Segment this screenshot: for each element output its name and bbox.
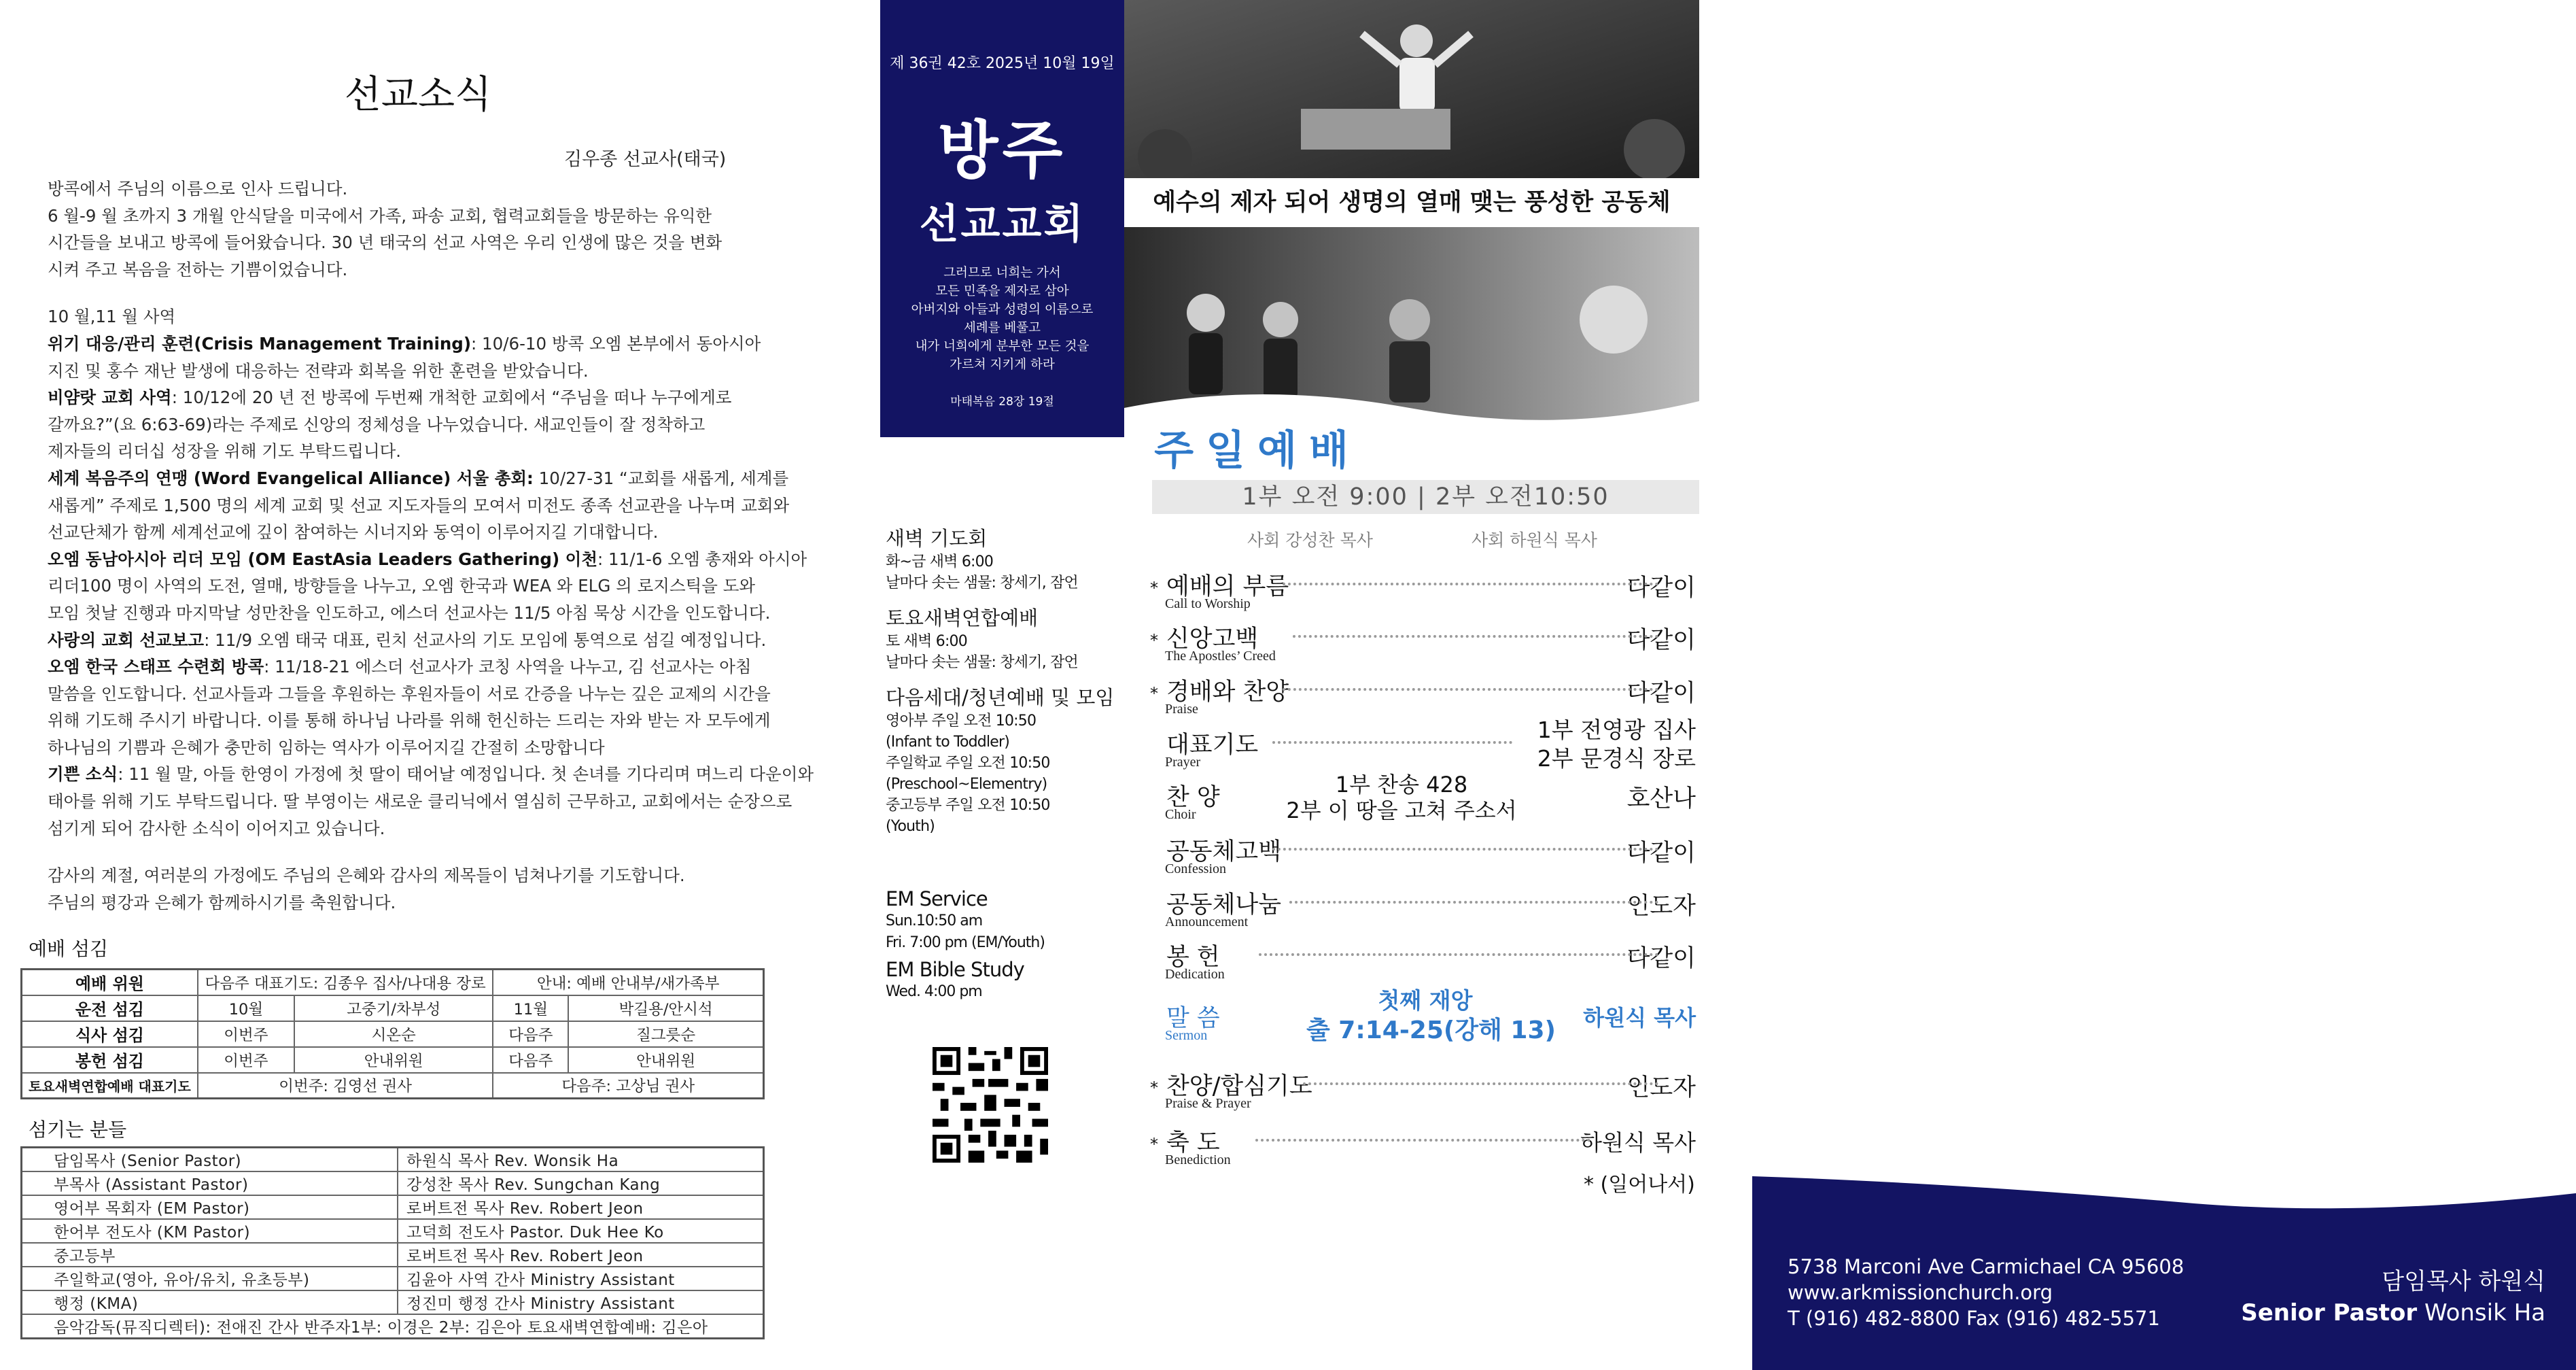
item-title: 찬 양 xyxy=(1166,784,1220,811)
worship-order-item xyxy=(1150,1067,1699,1115)
meeting-line: 주일학교 주일 오전 10:50 xyxy=(886,755,1050,772)
dotted-leader xyxy=(1255,1139,1590,1142)
meeting-line: (Youth) xyxy=(886,818,935,835)
letter-line: 6 월-9 월 초까지 3 개월 안식달을 미국에서 가족, 파송 교회, 협력교회들을 방문하는 유익한 xyxy=(48,205,712,226)
item-title: 봉 헌 xyxy=(1166,944,1220,971)
ministry-items xyxy=(48,330,829,842)
ministry-item-title: 위기 대응/관리 훈련(Crisis Management Training) xyxy=(48,333,472,354)
ministry-item xyxy=(48,330,829,358)
meeting-heading: 다음세대/청년예배 및 모임 xyxy=(886,686,1115,709)
item-title-en: The Apostles’ Creed xyxy=(1165,649,1276,664)
item-leader: 다같이 xyxy=(1626,945,1696,972)
ministry-item-text: : 10/6-10 방콕 오엠 본부에서 동아시아 xyxy=(471,333,761,354)
ministry-item-title: 오엠 한국 스태프 수련회 방콕 xyxy=(48,657,264,677)
verse-line: 내가 너희에게 분부한 모든 것을 xyxy=(915,339,1090,354)
staff-role: 주일학교(영아, 유아/유치, 유초등부) xyxy=(22,1267,398,1290)
ministry-item-text: : 11/1-6 오엠 총재와 아시아 xyxy=(597,549,807,569)
worship-order-item xyxy=(1150,620,1699,668)
service-title: 주일예배 xyxy=(1154,427,1361,475)
scripture-verse xyxy=(880,264,1124,374)
item-detail xyxy=(1283,772,1520,823)
table-cell: 안내위원 xyxy=(568,1047,763,1073)
ministry-item xyxy=(48,384,829,411)
table-cell: 다음주 xyxy=(493,1047,568,1073)
qr-code[interactable] xyxy=(933,1047,1048,1163)
verse-line: 그러므로 너희는 가서 xyxy=(943,266,1061,280)
stand-note: * (일어나서) xyxy=(1584,1173,1695,1197)
table-row xyxy=(22,1219,764,1243)
table-row xyxy=(22,1243,764,1267)
table-cell: 다음주: 고상님 권사 xyxy=(493,1073,763,1099)
staff-name: 로버트전 목사 Rev. Robert Jeon xyxy=(398,1243,764,1267)
ministry-item-line: 태아를 위해 기도 부탁드립니다. 딸 부영이는 새로운 클리닉에서 열심히 근무하고, 교회에서는 순장으로 xyxy=(48,791,793,812)
church-name: 방주 xyxy=(937,114,1067,187)
worship-order-item xyxy=(1150,938,1699,986)
item-title-en: Confession xyxy=(1165,861,1226,876)
meeting-line: 토 새벽 6:00 xyxy=(886,633,967,650)
ministry-item-line: 하나님의 기쁨과 은혜가 충만히 임하는 역사가 이루어지길 간절히 소망합니다 xyxy=(48,737,605,757)
ministry-item-title: 기쁜 소식 xyxy=(48,764,118,785)
item-title-en: Sermon xyxy=(1165,1028,1208,1043)
ministry-item-text: 10/27-31 “교회를 새롭게, 세계를 xyxy=(533,468,789,488)
staff-name: 로버트전 목사 Rev. Robert Jeon xyxy=(398,1195,764,1219)
item-leader: 다같이 xyxy=(1626,575,1696,602)
ministry-item xyxy=(48,546,829,573)
verse-line: 아버지와 아들과 성령의 이름으로 xyxy=(911,303,1094,317)
table-row xyxy=(22,1267,764,1290)
item-title: 공동체나눔 xyxy=(1166,891,1282,919)
item-title: 예배의 부름 xyxy=(1166,573,1289,600)
table-cell: 다음주 대표기도: 김종우 집사/나대용 장로 xyxy=(198,970,493,995)
ministry-item-line: 위해 기도해 주시기 바랍니다. 이를 통해 하나님 나라를 위해 헌신하는 드리는 자와 받는 자 모두에게 xyxy=(48,710,771,731)
address-line: 5738 Marconi Ave Carmichael CA 95608 xyxy=(1788,1255,2185,1278)
item-leader: 다같이 xyxy=(1626,627,1696,654)
ministry-item-line: 갈까요?”(요 6:63-69)라는 주제로 신앙의 정체성을 나누었습니다. 새교인들이 잘 정착하고 xyxy=(48,414,706,434)
website: www.arkmissionchurch.org xyxy=(1788,1281,2053,1304)
ministry-item-line: 모임 첫날 진행과 마지막날 성만찬을 인도하고, 에스더 선교사는 11/5 아침 묵상 시간을 인도합니다. xyxy=(48,602,771,623)
staff-table xyxy=(20,1146,765,1339)
worship-order-item xyxy=(1150,568,1699,615)
leader-line: 1부 전영광 집사 xyxy=(1537,717,1696,743)
staff-name: 정진미 행정 간사 Ministry Assistant xyxy=(398,1290,764,1314)
ministry-item-line: 제자들의 리더십 성장을 위해 기도 부탁드립니다. xyxy=(48,441,402,462)
dotted-leader xyxy=(1272,848,1658,851)
item-leader: 하원식 목사 xyxy=(1583,1005,1696,1031)
table-cell: 10월 xyxy=(198,995,294,1021)
item-title-en: Dedication xyxy=(1165,967,1225,982)
detail-line: 첫째 재앙 xyxy=(1378,987,1473,1014)
church-name-sub: 선교교회 xyxy=(919,201,1085,248)
ministry-item-line: 선교단체가 함께 세계선교에 깊이 참여하는 시너지와 동역이 이루어지길 기대합니다. xyxy=(48,522,659,543)
pastor-name-ko: 하원식 xyxy=(2478,1268,2545,1295)
service-table xyxy=(20,968,765,1099)
item-title-en: Prayer xyxy=(1165,755,1201,770)
presider-first: 사회 강성찬 목사 xyxy=(1247,530,1373,550)
em-line: Sun.10:50 am xyxy=(886,912,983,929)
stand-marker: * xyxy=(1150,1078,1158,1097)
church-slogan: 예수의 제자 되어 생명의 열매 맺는 풍성한 공동체 xyxy=(1124,178,1699,227)
detail-line: 출 7:14-25(강해 13) xyxy=(1306,1016,1556,1044)
ministry-item-text: : 11/9 오엠 태국 대표, 린치 선교사의 기도 모임에 통역으로 섬길 예정입니다. xyxy=(204,630,767,650)
ministry-item xyxy=(48,627,829,654)
letter-line: 시간들을 보내고 방콕에 들어왔습니다. 30 년 태국의 선교 사역은 우리 인생에 많은 것을 변화 xyxy=(48,233,723,253)
closing-line: 감사의 계절, 여러분의 가정에도 주님의 은혜와 감사의 제목들이 넘쳐나기를 기도합니다. xyxy=(48,866,685,886)
item-title-en: Call to Worship xyxy=(1165,596,1251,611)
stand-marker: * xyxy=(1150,631,1158,650)
worship-order-item xyxy=(1150,987,1699,1047)
table-row xyxy=(22,1171,764,1195)
pastor-label-en: Senior Pastor xyxy=(2241,1299,2418,1326)
table-cell: 안내: 예배 안내부/새가족부 xyxy=(493,970,763,995)
staff-role: 행정 (KMA) xyxy=(22,1290,398,1314)
item-title-en: Praise xyxy=(1165,702,1198,717)
table-cell: 봉헌 섬김 xyxy=(22,1047,198,1073)
worship-order-item xyxy=(1150,1124,1699,1171)
ministry-item-text: : 11/18-21 에스더 선교사가 코칭 사역을 나누고, 김 선교사는 아침 xyxy=(264,657,752,677)
item-leader: 인도자 xyxy=(1626,893,1696,920)
verse-reference: 마태복음 28장 19절 xyxy=(950,395,1054,409)
table-row xyxy=(22,995,764,1021)
item-leader: 하원식 목사 xyxy=(1580,1129,1696,1156)
item-leader: 인도자 xyxy=(1626,1074,1696,1101)
ministry-item-title: 비얌랏 교회 사역 xyxy=(48,388,172,408)
item-title: 경배와 찬양 xyxy=(1166,679,1289,706)
ministry-item-title: 오엠 동남아시아 리더 모임 (OM EastAsia Leaders Gathering) 이천 xyxy=(48,549,597,569)
worship-order-item xyxy=(1150,886,1699,934)
service-times: 1부 오전 9:00 | 2부 오전10:50 xyxy=(1152,480,1699,514)
ministry-item-title: 사랑의 교회 선교보고 xyxy=(48,630,205,650)
table-row xyxy=(22,1021,764,1047)
table-row xyxy=(22,970,764,995)
table-cell: 운전 섬김 xyxy=(22,995,198,1021)
table-row xyxy=(22,1290,764,1314)
table-cell: 음악감독(뮤직디렉터): 전애진 간사 반주자1부: 이경은 2부: 김은아 토요새벽연합예배: 김은아 xyxy=(22,1314,764,1339)
missionary-name: 김우종 선교사(태국) xyxy=(564,149,727,170)
ministry-item xyxy=(48,465,829,492)
em-line: Fri. 7:00 pm (EM/Youth) xyxy=(886,934,1045,951)
em-info xyxy=(886,887,1124,1003)
item-title: 축 도 xyxy=(1166,1129,1220,1157)
senior-pastor xyxy=(2241,1266,2545,1329)
table-row xyxy=(22,1314,764,1339)
dotted-leader xyxy=(1283,688,1658,691)
staff-section-label: 섬기는 분들 xyxy=(29,1118,127,1141)
dotted-leader xyxy=(1259,953,1658,956)
letter-line: 방콕에서 주님의 이름으로 인사 드립니다. xyxy=(48,179,348,199)
table-cell: 질그릇순 xyxy=(568,1021,763,1047)
pastor-label-ko: 담임목사 xyxy=(2382,1268,2471,1295)
table-cell: 이번주 xyxy=(198,1047,294,1073)
meeting-line: 중고등부 주일 오전 10:50 xyxy=(886,797,1050,814)
staff-name: 김윤아 사역 간사 Ministry Assistant xyxy=(398,1267,764,1290)
worship-order-item xyxy=(1150,833,1699,880)
item-title-en: Announcement xyxy=(1165,914,1249,929)
staff-name: 고덕희 전도사 Pastor. Duk Hee Ko xyxy=(398,1219,764,1243)
dotted-leader xyxy=(1289,901,1658,904)
meeting-line: 날마다 솟는 샘물: 창세기, 잠언 xyxy=(886,575,1079,592)
detail-line: 1부 찬송 428 xyxy=(1335,772,1468,798)
verse-line: 세례를 베풀고 xyxy=(963,321,1041,335)
item-leader: 다같이 xyxy=(1626,840,1696,867)
ministry-item-line: 새롭게” 주제로 1,500 명의 세계 교회 및 선교 지도자들의 모여서 미전도 종족 선교관을 나누며 교회와 xyxy=(48,495,790,515)
worship-order-item xyxy=(1150,772,1699,826)
phone-fax: T (916) 482-8800 Fax (916) 482-5571 xyxy=(1788,1307,2160,1330)
item-leader: 다같이 xyxy=(1626,680,1696,707)
verse-line: 가르쳐 지키게 하라 xyxy=(950,358,1055,372)
item-title-en: Choir xyxy=(1165,807,1196,822)
table-cell: 이번주 xyxy=(198,1021,294,1047)
item-title: 찬양/합심기도 xyxy=(1166,1073,1312,1100)
stand-marker: * xyxy=(1150,579,1158,598)
worship-order-item xyxy=(1150,717,1699,774)
em-heading: EM Bible Study xyxy=(886,958,1024,981)
table-cell: 고중기/차부성 xyxy=(294,995,493,1021)
em-line: Wed. 4:00 pm xyxy=(886,983,982,1000)
leader-line: 2부 문경식 장로 xyxy=(1537,745,1696,772)
table-cell: 예배 위원 xyxy=(22,970,198,995)
service-section-label: 예배 섬김 xyxy=(29,938,109,960)
meeting-line: 날마다 솟는 샘물: 창세기, 잠언 xyxy=(886,654,1079,671)
item-title: 신앙고백 xyxy=(1166,626,1259,653)
ministry-item-text: : 11 월 말, 아들 한영이 가정에 첫 딸이 태어날 예정입니다. 첫 손녀를 기다리며 며느리 다운이와 xyxy=(118,764,814,785)
meeting-line: (Infant to Toddler) xyxy=(886,734,1010,751)
worship-order-item xyxy=(1150,673,1699,721)
item-title-en: Benediction xyxy=(1165,1152,1231,1167)
meeting-line: (Preschool~Elementry) xyxy=(886,776,1047,793)
presider-second: 사회 하원식 목사 xyxy=(1472,530,1597,550)
item-title-en: Praise & Prayer xyxy=(1165,1096,1251,1111)
table-cell: 식사 섬김 xyxy=(22,1021,198,1047)
item-title: 말 씀 xyxy=(1166,1005,1220,1032)
staff-role: 영어부 목회자 (EM Pastor) xyxy=(22,1195,398,1219)
staff-role: 한어부 전도사 (KM Pastor) xyxy=(22,1219,398,1243)
meetings-info xyxy=(886,524,1124,837)
detail-line: 2부 이 땅을 고쳐 주소서 xyxy=(1286,798,1517,823)
closing-line: 주님의 평강과 은혜가 함께하시기를 축원합니다. xyxy=(48,892,396,912)
staff-role: 담임목사 (Senior Pastor) xyxy=(22,1148,398,1172)
ministry-item-line: 지진 및 홍수 재난 발생에 대응하는 전략과 회복을 위한 훈련을 받았습니다. xyxy=(48,360,589,381)
ministry-item-title: 세계 복음주의 연맹 (Word Evangelical Alliance) 서울 총회: xyxy=(48,468,534,488)
table-row xyxy=(22,1073,764,1099)
masthead xyxy=(880,0,1124,437)
ministry-item xyxy=(48,761,829,788)
church-address xyxy=(1788,1254,2184,1331)
verse-line: 모든 민족을 제자로 삼아 xyxy=(935,284,1069,298)
ministry-item xyxy=(48,653,829,681)
staff-role: 중고등부 xyxy=(22,1243,398,1267)
dotted-leader xyxy=(1303,1082,1658,1085)
table-cell: 이번주: 김영선 권사 xyxy=(198,1073,493,1099)
item-detail xyxy=(1306,986,1556,1046)
ministry-item-line: 리더100 명이 사역의 도전, 열매, 방향들을 나누고, 오엠 한국과 WEA 와 ELG 의 로지스틱을 도와 xyxy=(48,576,756,596)
meeting-heading: 토요새벽연합예배 xyxy=(886,606,1039,630)
ministry-item-line: 섬기게 되어 감사한 소식이 이어지고 있습니다. xyxy=(48,818,385,838)
table-cell: 안내위원 xyxy=(294,1047,493,1073)
table-row xyxy=(22,1047,764,1073)
table-cell: 박길용/안시석 xyxy=(568,995,763,1021)
item-title: 대표기도 xyxy=(1166,732,1259,759)
dotted-leader xyxy=(1272,741,1512,744)
dotted-leader xyxy=(1283,583,1658,585)
staff-name: 강성찬 목사 Rev. Sungchan Kang xyxy=(398,1171,764,1195)
stand-marker: * xyxy=(1150,684,1158,703)
table-cell: 11월 xyxy=(493,995,568,1021)
issue-date: 제 36권 42호 2025년 10월 19일 xyxy=(890,55,1115,72)
page-title: 선교소식 xyxy=(344,73,492,117)
pastor-name-en: Wonsik Ha xyxy=(2424,1299,2545,1326)
item-leader: 호산나 xyxy=(1626,785,1696,812)
table-row xyxy=(22,1195,764,1219)
mission-letter xyxy=(48,175,829,916)
left-page xyxy=(0,0,877,1370)
table-cell: 다음주 xyxy=(493,1021,568,1047)
dotted-leader xyxy=(1293,635,1658,638)
table-row xyxy=(22,1148,764,1172)
table-cell: 토요새벽연합예배 대표기도 xyxy=(22,1073,198,1099)
ministry-item-line: 말씀을 인도합니다. 선교사들과 그들을 후원하는 후원자들이 서로 간증을 나누는 깊은 교제의 시간을 xyxy=(48,683,771,704)
meeting-line: 영아부 주일 오전 10:50 xyxy=(886,713,1037,730)
stand-marker: * xyxy=(1150,1135,1158,1154)
table-cell: 시온순 xyxy=(294,1021,493,1047)
staff-role: 부목사 (Assistant Pastor) xyxy=(22,1171,398,1195)
meeting-heading: 새벽 기도회 xyxy=(886,527,988,550)
footer xyxy=(1752,1176,2576,1370)
ministry-item-text: : 10/12에 20 년 전 방콕에 두번째 개척한 교회에서 “주님을 떠나 누구에게로 xyxy=(171,388,732,408)
item-leader xyxy=(1537,716,1696,773)
section-heading: 10 월,11 월 사역 xyxy=(48,307,176,327)
item-title: 공동체고백 xyxy=(1166,838,1282,866)
staff-name: 하원식 목사 Rev. Wonsik Ha xyxy=(398,1148,764,1172)
letter-line: 시켜 주고 복음을 전하는 기쁨이었습니다. xyxy=(48,259,348,279)
em-heading: EM Service xyxy=(886,887,988,910)
meeting-line: 화~금 새벽 6:00 xyxy=(886,553,994,570)
